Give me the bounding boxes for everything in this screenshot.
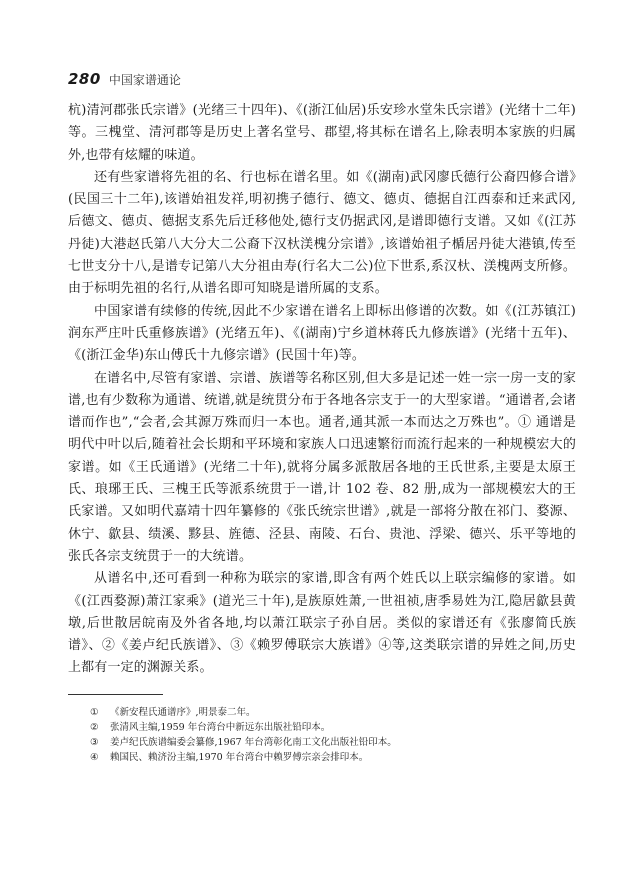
page-header [68, 70, 576, 92]
paragraph: 中国家谱有续修的传统,因此不少家谱在谱名上即标出修谱的次数。如《(江苏镇江)润东严庄叶氏重修族谱》(光绪五年)、《(湖南)宁乡道林蒋氏九修族谱》(光绪十五年)、《(浙江金华)东山傅氏十九修宗谱》(民国十年)等。 [68, 303, 576, 364]
paragraph: 杭)清河郡张氏宗谱》(光绪三十四年)、《(浙江仙居)乐安珍水堂朱氏宗谱》(光绪十二年)等。三槐堂、清河郡等是历史上著名堂号、郡望,将其标在谱名上,除表明本家族的归属外,也带有炫耀的味道。 [68, 103, 576, 163]
paragraph: 还有些家谱将先祖的名、行也标在谱名里。如《(湖南)武冈廖氏德行公裔四修合谱》(民国三十二年),该谱始祖发祥,明初携子德行、德文、德贞、德据自江西泰和迁来武冈,后德文、德贞、德据支系先后迁移他处,德行支仍据武冈,是谱即德行支谱。又如《(江苏丹徒)大港赵氏第八大分大二公裔下汉杕渼槐分宗谱》,该谱始祖子楯居丹徒大港镇,传至七世支分十八,是谱专记第八大分祖由寿(行名大二公)位下世系,系汉杕、渼槐两支所修。由于标明先祖的名行,从谱名即可知晓是谱所属的支系。 [68, 169, 576, 297]
footnote-text: 姜卢纪氏族谱编委会纂修,1967 年台湾彰化南工文化出版社铅印本。 [110, 736, 397, 748]
footnote-mark: ③ [90, 736, 99, 748]
footnote [68, 735, 576, 750]
footnote-divider [68, 694, 163, 695]
footnote-mark: ① [90, 706, 99, 718]
body-text [68, 100, 576, 680]
footnote-mark: ④ [90, 751, 99, 763]
running-title: 中国家谱通论 [108, 73, 181, 87]
footnote-text: 张清风主编,1959 年台湾台中新远东出版社铅印本。 [110, 721, 331, 733]
paragraph: 从谱名中,还可看到一种称为联宗的家谱,即含有两个姓氏以上联宗编修的家谱。如《(江西婺源)萧江家乘》(道光三十年),是族原姓萧,一世祖祯,唐季易姓为江,隐居歙县黄墩,后世散居皖南及外省各地,均以萧江联宗子孙自居。类似的家谱还有《张廖简氏族谱》、②《姜卢纪氏族谱》、③《赖罗傅联宗大族谱》④等,这类联宗谱的异姓之间,历史上都有一定的渊源关系。 [68, 571, 576, 676]
paragraph: 在谱名中,尽管有家谱、宗谱、族谱等名称区别,但大多是记述一姓一宗一房一支的家谱,也有少数称为通谱、统谱,就是统贯分布于各地各宗支于一的大型家谱。“通谱者,会诸谱而作也”,“会者,会其源万殊而归一本也。通者,通其派一本而达之万殊也”。① 通谱是明代中叶以后,随着社会长期和平环境和家族人口迅速繁衍而流行起来的一种规模宏大的家谱。如《王氏通谱》(光绪二十年),就将分属多派散居各地的王氏世系,主要是太原王氏、琅琊王氏、三槐王氏等派系统贯于一谱,计 102 卷、82 册,成为一部规模宏大的王氏家谱。又如明代嘉靖十四年纂修的《张氏统宗世谱》,就是一部将分散在祁门、婺源、休宁、歙县、绩溪、黟县、旌德、泾县、南陵、石台、贵池、浮梁、德兴、乐平等地的张氏各宗支统贯于一的大统谱。 [68, 370, 576, 564]
footnote-text: 《新安程氏通谱序》,明景泰二年。 [110, 706, 256, 718]
footnote [68, 720, 576, 735]
book-page [68, 70, 576, 765]
footnote [68, 705, 576, 720]
footnote-mark: ② [90, 721, 99, 733]
footnotes [68, 705, 576, 765]
footnote [68, 750, 576, 765]
footnote-text: 赖国民、赖济汾主编,1970 年台湾台中赖罗傅宗亲会排印本。 [110, 751, 369, 763]
page-number: 280 [68, 70, 101, 88]
